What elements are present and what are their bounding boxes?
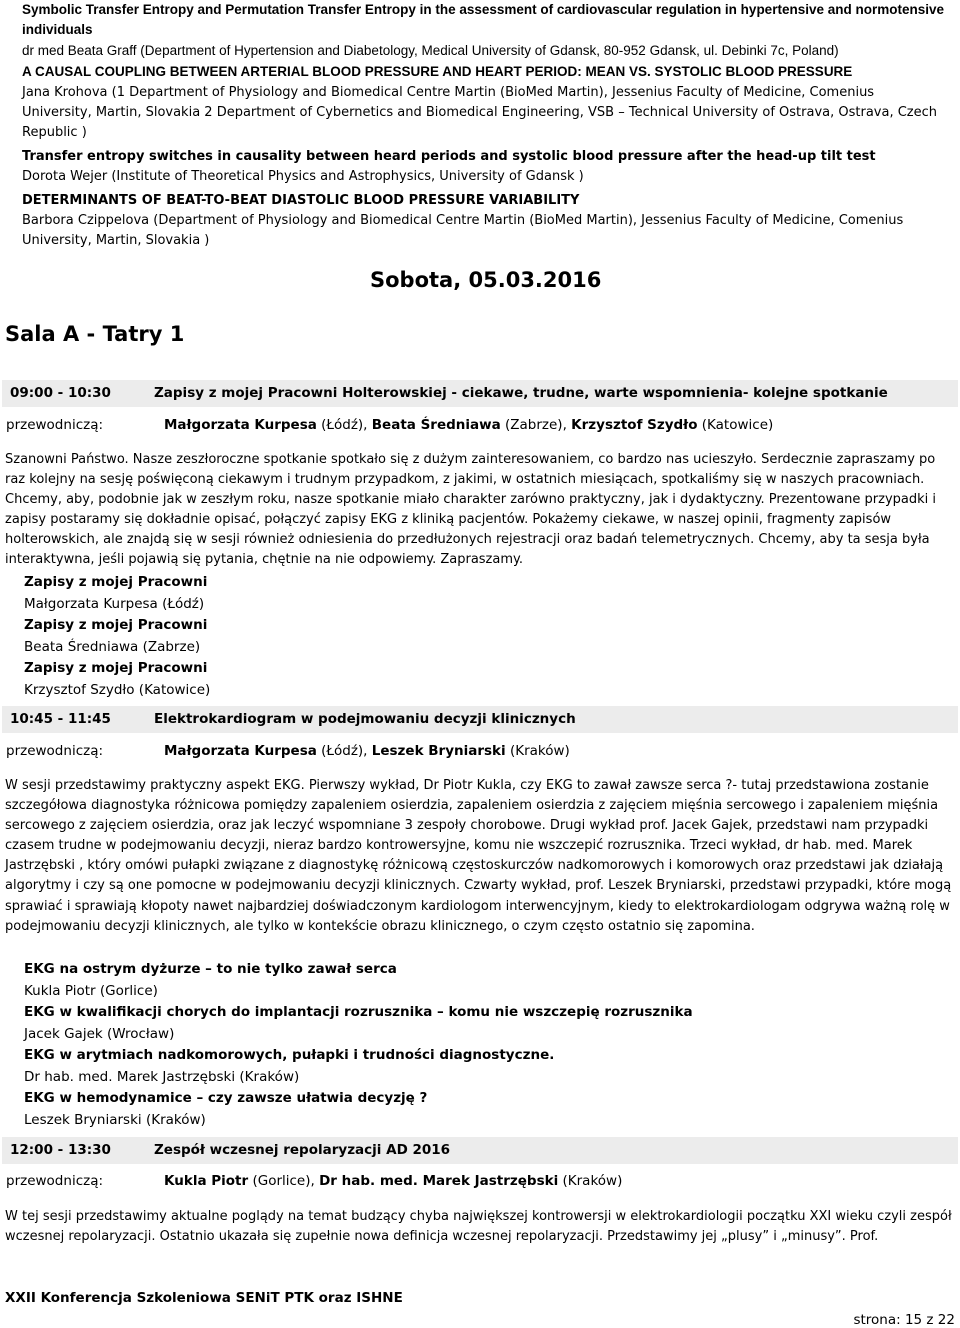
session-header (2, 1137, 958, 1164)
lecture-speaker: Krzysztof Szydło (Katowice) (24, 681, 211, 698)
lecture-speaker: Dr hab. med. Marek Jastrzębski (Kraków) (24, 1068, 300, 1085)
session-title: Zespół wczesnej repolaryzacji AD 2016 (154, 1142, 451, 1158)
lecture-title: EKG w hemodynamice – czy zawsze ułatwia decyzję ? (24, 1090, 428, 1106)
lecture-speaker: Jacek Gajek (Wrocław) (24, 1025, 175, 1042)
lecture-title: EKG w kwalifikacji chorych do implantacji rozrusznika – komu nie wszczepię rozrusznika (24, 1004, 693, 1020)
lecture-speaker: Małgorzata Kurpesa (Łódź) (24, 595, 205, 612)
lecture-speaker: Beata Średniawa (Zabrze) (24, 638, 201, 655)
session-title: Zapisy z mojej Pracowni Holterowskiej - ciekawe, trudne, warte wspomnienia- kolejne spotkanie (154, 385, 888, 401)
chairs-label: przewodniczą: (6, 1173, 104, 1189)
entry-title: DETERMINANTS OF BEAT-TO-BEAT DIASTOLIC BLOOD PRESSURE VARIABILITY (22, 192, 580, 208)
entry-authors: Jana Krohova (1 Department of Physiology and Biomedical Centre Martin (BioMed Martin), Jessenius Faculty of Medicine, Comenius University, Martin, Slovakia 2 Department of Cybernetics and Biomedical Engineering, VSB – Technical University of Ostrava, Ostrava, Czech Republic ) (22, 84, 938, 141)
chairs-label: przewodniczą: (6, 417, 104, 433)
lecture-speaker: Leszek Bryniarski (Kraków) (24, 1111, 206, 1128)
footer-conference: XXII Konferencja Szkoleniowa SENiT PTK oraz ISHNE (5, 1290, 403, 1306)
entry-title: Symbolic Transfer Entropy and Permutation Transfer Entropy in the assessment of cardiovascular regulation in hypertensive and normotensive individuals (22, 2, 944, 38)
lecture-speaker: Kukla Piotr (Gorlice) (24, 982, 158, 999)
day-heading: Sobota, 05.03.2016 (370, 268, 602, 292)
lecture-list (24, 572, 210, 701)
lecture-title: Zapisy z mojej Pracowni (24, 574, 208, 590)
entry-authors: Dorota Wejer (Institute of Theoretical Physics and Astrophysics, University of Gdansk ) (22, 169, 584, 185)
session-title: Elektrokardiogram w podejmowaniu decyzji klinicznych (154, 711, 576, 727)
chair-names: Kukla Piotr (Gorlice), Dr hab. med. Marek Jastrzębski (Kraków) (164, 1173, 623, 1189)
lecture-title: EKG w arytmiach nadkomorowych, pułapki i trudności diagnostyczne. (24, 1047, 555, 1063)
entry-title: Transfer entropy switches in causality between heard periods and systolic blood pressure after the head-up tilt test (22, 148, 876, 164)
session-description: W tej sesji przedstawimy aktualne poglądy na temat budzący chyba największej kontrowersji w elektrokardiologii początku XXI wieku czyli zespół wczesnej repolaryzacji. Ostatnio ukazała się zupełnie nowa definicja wczesnej repolaryzacji. Przedstawimy jej „plusy” i „minusy”. Prof. (5, 1209, 952, 1245)
lecture-title: Zapisy z mojej Pracowni (24, 617, 208, 633)
session-time: 12:00 - 13:30 (10, 1142, 111, 1158)
page-number: strona: 15 z 22 (853, 1312, 955, 1328)
chair-names: Małgorzata Kurpesa (Łódź), Leszek Bryniarski (Kraków) (164, 743, 570, 759)
chair-names: Małgorzata Kurpesa (Łódź), Beata Średniawa (Zabrze), Krzysztof Szydło (Katowice) (164, 417, 774, 433)
session-description: W sesji przedstawimy praktyczny aspekt EKG. Pierwszy wykład, Dr Piotr Kukla, czy EKG to zawał zawsze serca ?- tutaj przedstawiona zostanie szczegółowa diagnostyka różnicowa pomiędzy zapaleniem osierdzia, zapaleniem osierdzia z zajęciem mięśnia sercowego i zapaleniem mięśnia sercowego z zajęciem osierdzia, oraz jak leczyć wspomniane 3 zespoły chorobowe. Drugi wykład prof. Jacek Gajek, przedstawi nam przypadki czasem trudne w podejmowaniu decyzji, nieraz bardzo kontrowersyjne, komu nie wszczepić rozrusznika. Trzeci wykład, dr hab. med. Marek Jastrzębski , który omówi pułapki związane z diagnostykę różnicową częstoskurczów nadkomorowych i komorowych oraz przedstawi jak działają algorytmy i czy są one pomocne w podejmowaniu decyzji klinicznych. Czwarty wykład, prof. Leszek Bryniarski, przedstawi przypadki, które mogą sprawiać i sprawiają kłopoty nawet najbardziej doświadczonym kardiologom interwencyjnym, kiedy to elektrokardiologam odgrywa ważną rolę w podejmowaniu decyzji klinicznych, ale tylko w kontekście obrazu klinicznego, o czym często ostatnio się zapomina. (5, 778, 952, 934)
session-description: Szanowni Państwo. Nasze zeszłoroczne spotkanie spotkało się z dużym zainteresowaniem, co bardzo nas ucieszyło. Serdecznie zapraszamy po raz kolejny na sesję poświęconą ciekawym i trudnym przypadkom, z jakimi, w ostatnich miesiącach, spotkaliśmy się w naszych pracowniach. Chcemy, aby, podobnie jak w zeszłym roku, nasze spotkanie miało charakter zarówno praktyczny, jak i dydaktyczny. Prezentowane przypadki i zapisy postaramy się dokładnie opisać, połączyć zapisy EKG z kliniką pacjentów. Pokażemy ciekawe, w naszej opinii, fragmenty zapisów holterowskich, ale znajdą się w sesji również odniesienia do przedłużonych rejestracji oraz badań telemetrycznych. Chcemy, aby ta sesja była interaktywna, jeśli pojawią się pytania, chętnie na nie odpowiemy. Zapraszamy. (5, 452, 937, 568)
session-header (2, 706, 958, 733)
chairs-label: przewodniczą: (6, 743, 104, 759)
room-heading: Sala A - Tatry 1 (5, 322, 185, 346)
entry-title: A CAUSAL COUPLING BETWEEN ARTERIAL BLOOD PRESSURE AND HEART PERIOD: MEAN VS. SYSTOLIC BLOOD PRESSURE (22, 64, 853, 80)
lecture-title: EKG na ostrym dyżurze – to nie tylko zawał serca (24, 961, 397, 977)
lecture-title: Zapisy z mojej Pracowni (24, 660, 208, 676)
entry-authors: dr med Beata Graff (Department of Hypertension and Diabetology, Medical University of Gdansk, 80-952 Gdansk, ul. Debinki 7c, Poland) (22, 42, 839, 58)
previous-abstracts (22, 0, 947, 252)
session-header (2, 380, 958, 407)
session-time: 10:45 - 11:45 (10, 711, 111, 727)
lecture-list (24, 959, 693, 1131)
entry-authors: Barbora Czippelova (Department of Physiology and Biomedical Centre Martin (BioMed Martin), Jessenius Faculty of Medicine, Comenius University, Martin, Slovakia ) (22, 213, 904, 249)
session-time: 09:00 - 10:30 (10, 385, 111, 401)
